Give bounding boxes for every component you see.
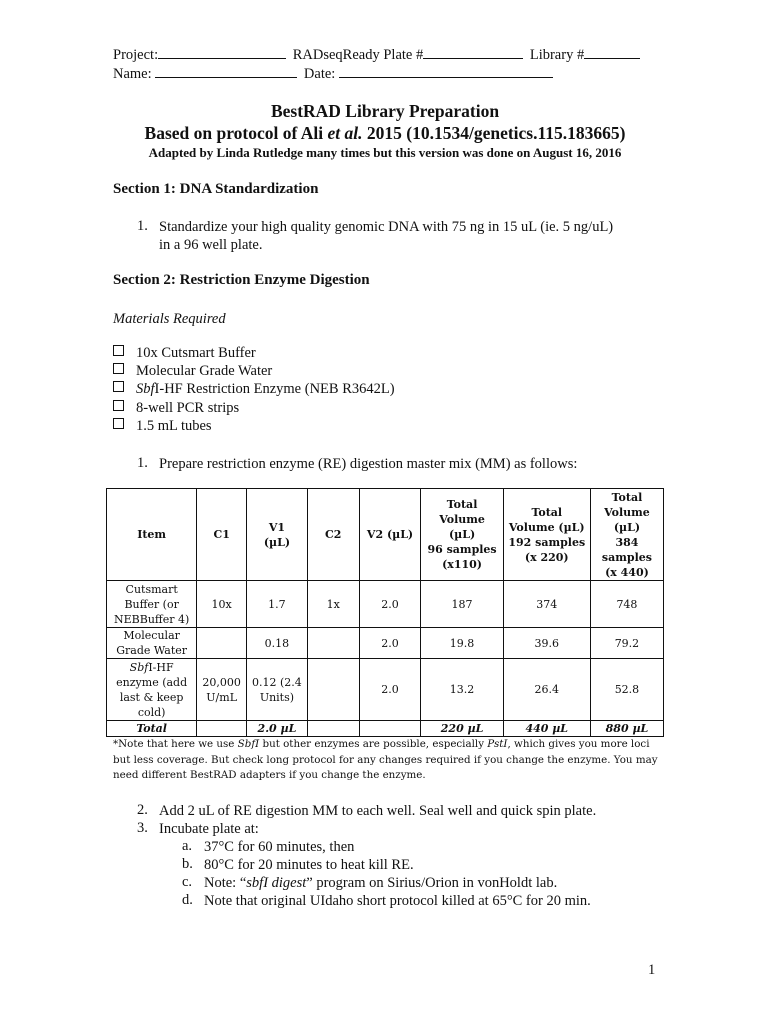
total-c2 [307, 721, 359, 737]
cell-text: last & keep [119, 690, 184, 704]
cell-c1: 10x [197, 581, 247, 628]
header-text: 384 [615, 535, 639, 549]
subtitle-italic: et al. [327, 123, 363, 143]
material-item [113, 345, 256, 363]
cell-text: Buffer (or [124, 597, 179, 611]
substep-text: Note: “ [204, 875, 247, 891]
library-label: Library # [529, 47, 585, 63]
material-label: 1.5 mL tubes [136, 418, 212, 434]
header-line-2 [113, 65, 556, 83]
header-c2: C2 [307, 489, 359, 581]
section-1-step-1-text [159, 218, 613, 254]
header-text: (x110) [442, 558, 483, 571]
header-line-1 [113, 46, 643, 64]
cell-c2: 1x [307, 581, 359, 628]
cell-c1 [197, 628, 247, 659]
table-footnote [113, 737, 658, 784]
section-1-heading: Section 1: DNA Standardization [113, 181, 319, 197]
document-byline: Adapted by Linda Rutledge many times but this version was done on August 16, 2016 [148, 145, 622, 160]
substep-b-letter: b. [182, 856, 193, 872]
header-v1 [247, 489, 308, 581]
cell-total-192: 39.6 [503, 628, 590, 659]
section-2-heading: Section 2: Restriction Enzyme Digestion [113, 272, 370, 288]
substep-d-text: Note that original UIdaho short protocol killed at 65°C for 20 min. [204, 893, 591, 909]
cell-text: 20,000 [202, 675, 241, 689]
header-text: Volume [604, 505, 650, 519]
cell-total-384: 748 [590, 581, 663, 628]
table-total-row [107, 721, 664, 737]
header-total-384 [590, 489, 663, 581]
section-2-step-1-number: 1. [137, 455, 148, 471]
substep-c-letter: c. [182, 874, 193, 890]
project-label: Project: [113, 47, 159, 63]
cell-total-96: 13.2 [421, 659, 503, 721]
step-line: in a 96 well plate. [159, 237, 263, 253]
substep-italic: sbfI digest [246, 875, 307, 891]
material-label: I-HF Restriction Enzyme (NEB R3642L) [154, 381, 395, 397]
cell-span: I-HF [148, 660, 174, 674]
name-label: Name: [113, 66, 152, 82]
cell-v2: 2.0 [359, 659, 421, 721]
header-text: Volume [439, 513, 485, 526]
date-label: Date: [303, 66, 336, 82]
document-subtitle [0, 123, 770, 144]
project-blank[interactable] [158, 46, 286, 59]
cell-text: Cutsmart [125, 582, 178, 596]
material-italic: Sbf [136, 381, 155, 397]
step-3-text: Incubate plate at: [159, 821, 259, 837]
materials-heading: Materials Required [113, 311, 226, 327]
table-header-row [107, 489, 664, 581]
total-96: 220 µL [421, 721, 503, 737]
cell-total-384: 79.2 [590, 628, 663, 659]
step-2-number: 2. [137, 802, 148, 818]
cell-c2 [307, 628, 359, 659]
material-label: Molecular Grade Water [136, 363, 273, 379]
substep-c-text [204, 874, 557, 892]
header-text: V1 [268, 520, 286, 534]
cell-v1: 0.18 [247, 628, 308, 659]
header-text: (x 220) [524, 550, 569, 564]
header-text: (µL) [613, 520, 641, 534]
table-row [107, 659, 664, 721]
cell-total-96: 187 [421, 581, 503, 628]
cell-text: cold) [137, 705, 166, 719]
header-text: Total [611, 490, 643, 504]
cell-text: U/mL [206, 690, 237, 704]
date-blank[interactable] [339, 65, 553, 78]
substep-b-text: 80°C for 20 minutes to heat kill RE. [204, 857, 414, 873]
cell-item [107, 628, 197, 659]
header-text: Total [531, 505, 563, 519]
substep-d-letter: d. [182, 892, 193, 908]
material-item [113, 363, 272, 381]
total-c1 [197, 721, 247, 737]
note-italic: SbfI [237, 738, 260, 750]
note-text: but other enzymes are possible, especially [259, 738, 488, 750]
note-italic: PstI [487, 738, 508, 750]
cell-v1: 1.7 [247, 581, 308, 628]
header-text: (µL) [263, 535, 291, 549]
document-title: BestRAD Library Preparation [270, 101, 500, 121]
total-192: 440 µL [503, 721, 590, 737]
substep-text: ” program on Sirius/Orion in vonHoldt lab. [306, 875, 558, 891]
cell-v2: 2.0 [359, 628, 421, 659]
table-row [107, 628, 664, 659]
cell-v2: 2.0 [359, 581, 421, 628]
cell-total-192: 374 [503, 581, 590, 628]
header-text: (µL) [448, 528, 476, 541]
plate-label: RADseqReady Plate # [292, 47, 424, 63]
substep-a-letter: a. [182, 838, 193, 854]
header-v2: V2 (µL) [359, 489, 421, 581]
plate-blank[interactable] [423, 46, 523, 59]
cell-item [107, 659, 197, 721]
cell-text [109, 660, 194, 675]
section-1-step-1-number: 1. [137, 218, 148, 234]
name-blank[interactable] [155, 65, 297, 78]
checkbox[interactable] [113, 418, 124, 429]
total-384: 880 µL [590, 721, 663, 737]
table-row [107, 581, 664, 628]
cell-c1 [197, 659, 247, 721]
checkbox[interactable] [113, 363, 124, 374]
header-text: 96 samples [427, 543, 497, 556]
cell-total-96: 19.8 [421, 628, 503, 659]
material-item [113, 400, 239, 418]
cell-italic: Sbf [129, 660, 149, 674]
cell-text: 0.12 (2.4 [252, 675, 302, 689]
header-total-192 [503, 489, 590, 581]
cell-total-384: 52.8 [590, 659, 663, 721]
cell-text: enzyme (add [116, 675, 188, 689]
subtitle-prefix: Based on protocol of Ali [144, 123, 328, 143]
header-c1: C1 [197, 489, 247, 581]
subtitle-suffix: 2015 (10.1534/genetics.115.183665) [362, 123, 626, 143]
material-label: 10x Cutsmart Buffer [136, 345, 256, 361]
cell-v1 [247, 659, 308, 721]
cell-text: Units) [259, 690, 295, 704]
checkbox[interactable] [113, 345, 124, 356]
step-2-text: Add 2 uL of RE digestion MM to each well. Seal well and quick spin plate. [159, 803, 597, 819]
material-label: 8-well PCR strips [136, 400, 240, 416]
substep-a-text: 37°C for 60 minutes, then [204, 839, 355, 855]
cell-text: Grade Water [116, 644, 188, 657]
checkbox[interactable] [113, 400, 124, 411]
cell-total-192: 26.4 [503, 659, 590, 721]
library-blank[interactable] [584, 46, 640, 59]
material-item [113, 418, 212, 436]
header-text: samples [601, 550, 652, 564]
note-text: *Note that here we use [113, 738, 238, 750]
note-text: , which gives you more loci but less coverage. But check long protocol for any changes required if you change the enzyme. You may need different BestRAD adapters if you change the enzyme. [113, 738, 658, 781]
master-mix-table [106, 488, 664, 737]
total-v2 [359, 721, 421, 737]
header-text: (x 440) [605, 565, 649, 579]
header-item: Item [107, 489, 197, 581]
cell-text: Molecular [123, 629, 180, 642]
cell-text: NEBBuffer 4) [114, 612, 190, 626]
header-text: 192 samples [508, 535, 586, 549]
step-3-number: 3. [137, 820, 148, 836]
cell-item [107, 581, 197, 628]
material-item [113, 381, 395, 399]
cell-c2 [307, 659, 359, 721]
section-2-step-1-text: Prepare restriction enzyme (RE) digestion master mix (MM) as follows: [159, 456, 578, 472]
total-v1: 2.0 µL [247, 721, 308, 737]
page-number: 1 [648, 962, 656, 978]
step-line: Standardize your high quality genomic DNA with 75 ng in 15 uL (ie. 5 ng/uL) [159, 219, 614, 235]
checkbox[interactable] [113, 381, 124, 392]
total-label: Total [107, 721, 197, 737]
header-text: Total [446, 498, 478, 511]
header-text: Volume (µL) [508, 520, 585, 534]
header-total-96 [421, 489, 503, 581]
